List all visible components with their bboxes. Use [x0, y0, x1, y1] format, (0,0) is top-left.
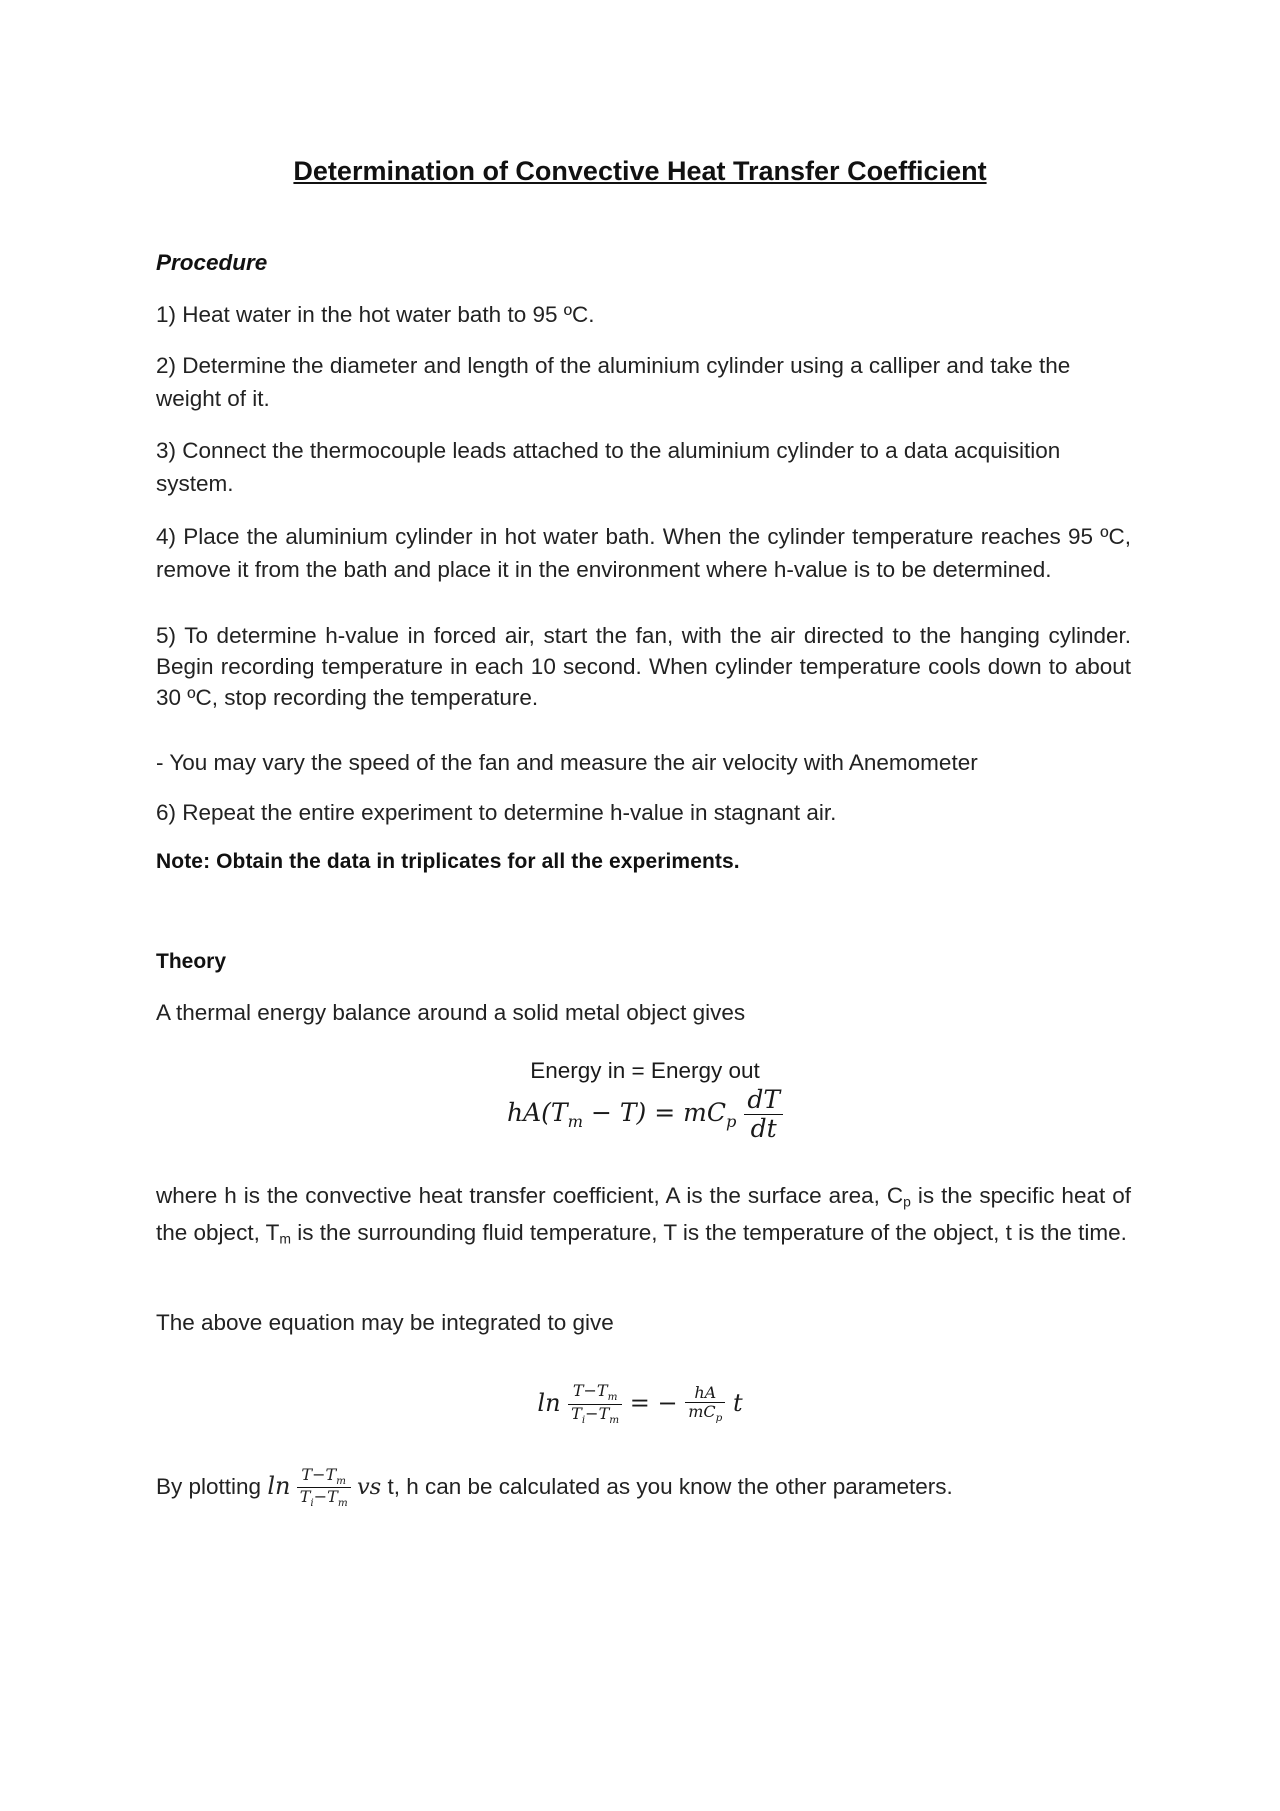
theory-intro: A thermal energy balance around a solid metal object gives [156, 1000, 746, 1025]
integrated-equation: ln $\frac{T-T_m}{T_i-T_m}$ = − $\frac{hA}{mC_p}$ t [537, 1381, 743, 1426]
procedure-step-6: 6) Repeat the entire experiment to determine h-value in stagnant air. [156, 800, 837, 825]
procedure-step-2: 2) Determine the diameter and length of the aluminium cylinder using a calliper and take the weight of it. [156, 353, 1071, 411]
procedure-step-5: 5) To determine h-value in forced air, start the fan, with the air directed to the hanging cylinder. Begin recording temperature in each 10 second. When cylinder temperature cools down to about 30 ºC, stop recording the temperature. [156, 623, 1131, 710]
eq2-temp-ratio: $\frac{T-T_m}{T_i-T_m}$ [568, 1382, 622, 1427]
theory-heading: Theory [156, 950, 227, 973]
eq1-lhs: $hA(T_m - T) = mC_p$ [506, 1098, 737, 1132]
procedure-note: Note: Obtain the data in triplicates for all the experiments. [156, 850, 740, 873]
energy-balance-text: Energy in = Energy out [530, 1058, 760, 1083]
energy-balance-equation [0, 1086, 1280, 1143]
procedure-step-3: 3) Connect the thermocouple leads attached to the aluminium cylinder to a data acquisition system. [156, 438, 1061, 496]
procedure-step-4: 4) Place the aluminium cylinder in hot water bath. When the cylinder temperature reaches 95 ºC, remove it from the bath and place it in the environment where h-value is to be determined. [156, 524, 1131, 582]
integrate-text: The above equation may be integrated to give [156, 1310, 614, 1335]
page-title: Determination of Convective Heat Transfer Coefficient [293, 156, 987, 186]
eq2-coefficient: $\frac{hA}{mC_p}$ [685, 1384, 725, 1425]
procedure-fan-note: - You may vary the speed of the fan and measure the air velocity with Anemometer [156, 750, 978, 775]
eq1-derivative: $\frac{dT}{dt}$ [744, 1086, 783, 1143]
plot-temp-ratio: $\frac{T-T_m}{T_i-T_m}$ [297, 1466, 351, 1511]
where-text: where h is the convective heat transfer coefficient, A is the surface area, $C_p$ is the specific heat of the object, $T_m$ is the surrounding fluid temperature, T is the temperature of the object, t is the time. [156, 1183, 1131, 1247]
procedure-step-1: 1) Heat water in the hot water bath to 95 ºC. [156, 302, 595, 327]
plot-instruction: By plotting ln $\frac{T-T_m}{T_i-T_m}$ vs t, h can be calculated as you know the other parameters. [156, 1464, 953, 1510]
procedure-heading: Procedure [156, 250, 268, 275]
